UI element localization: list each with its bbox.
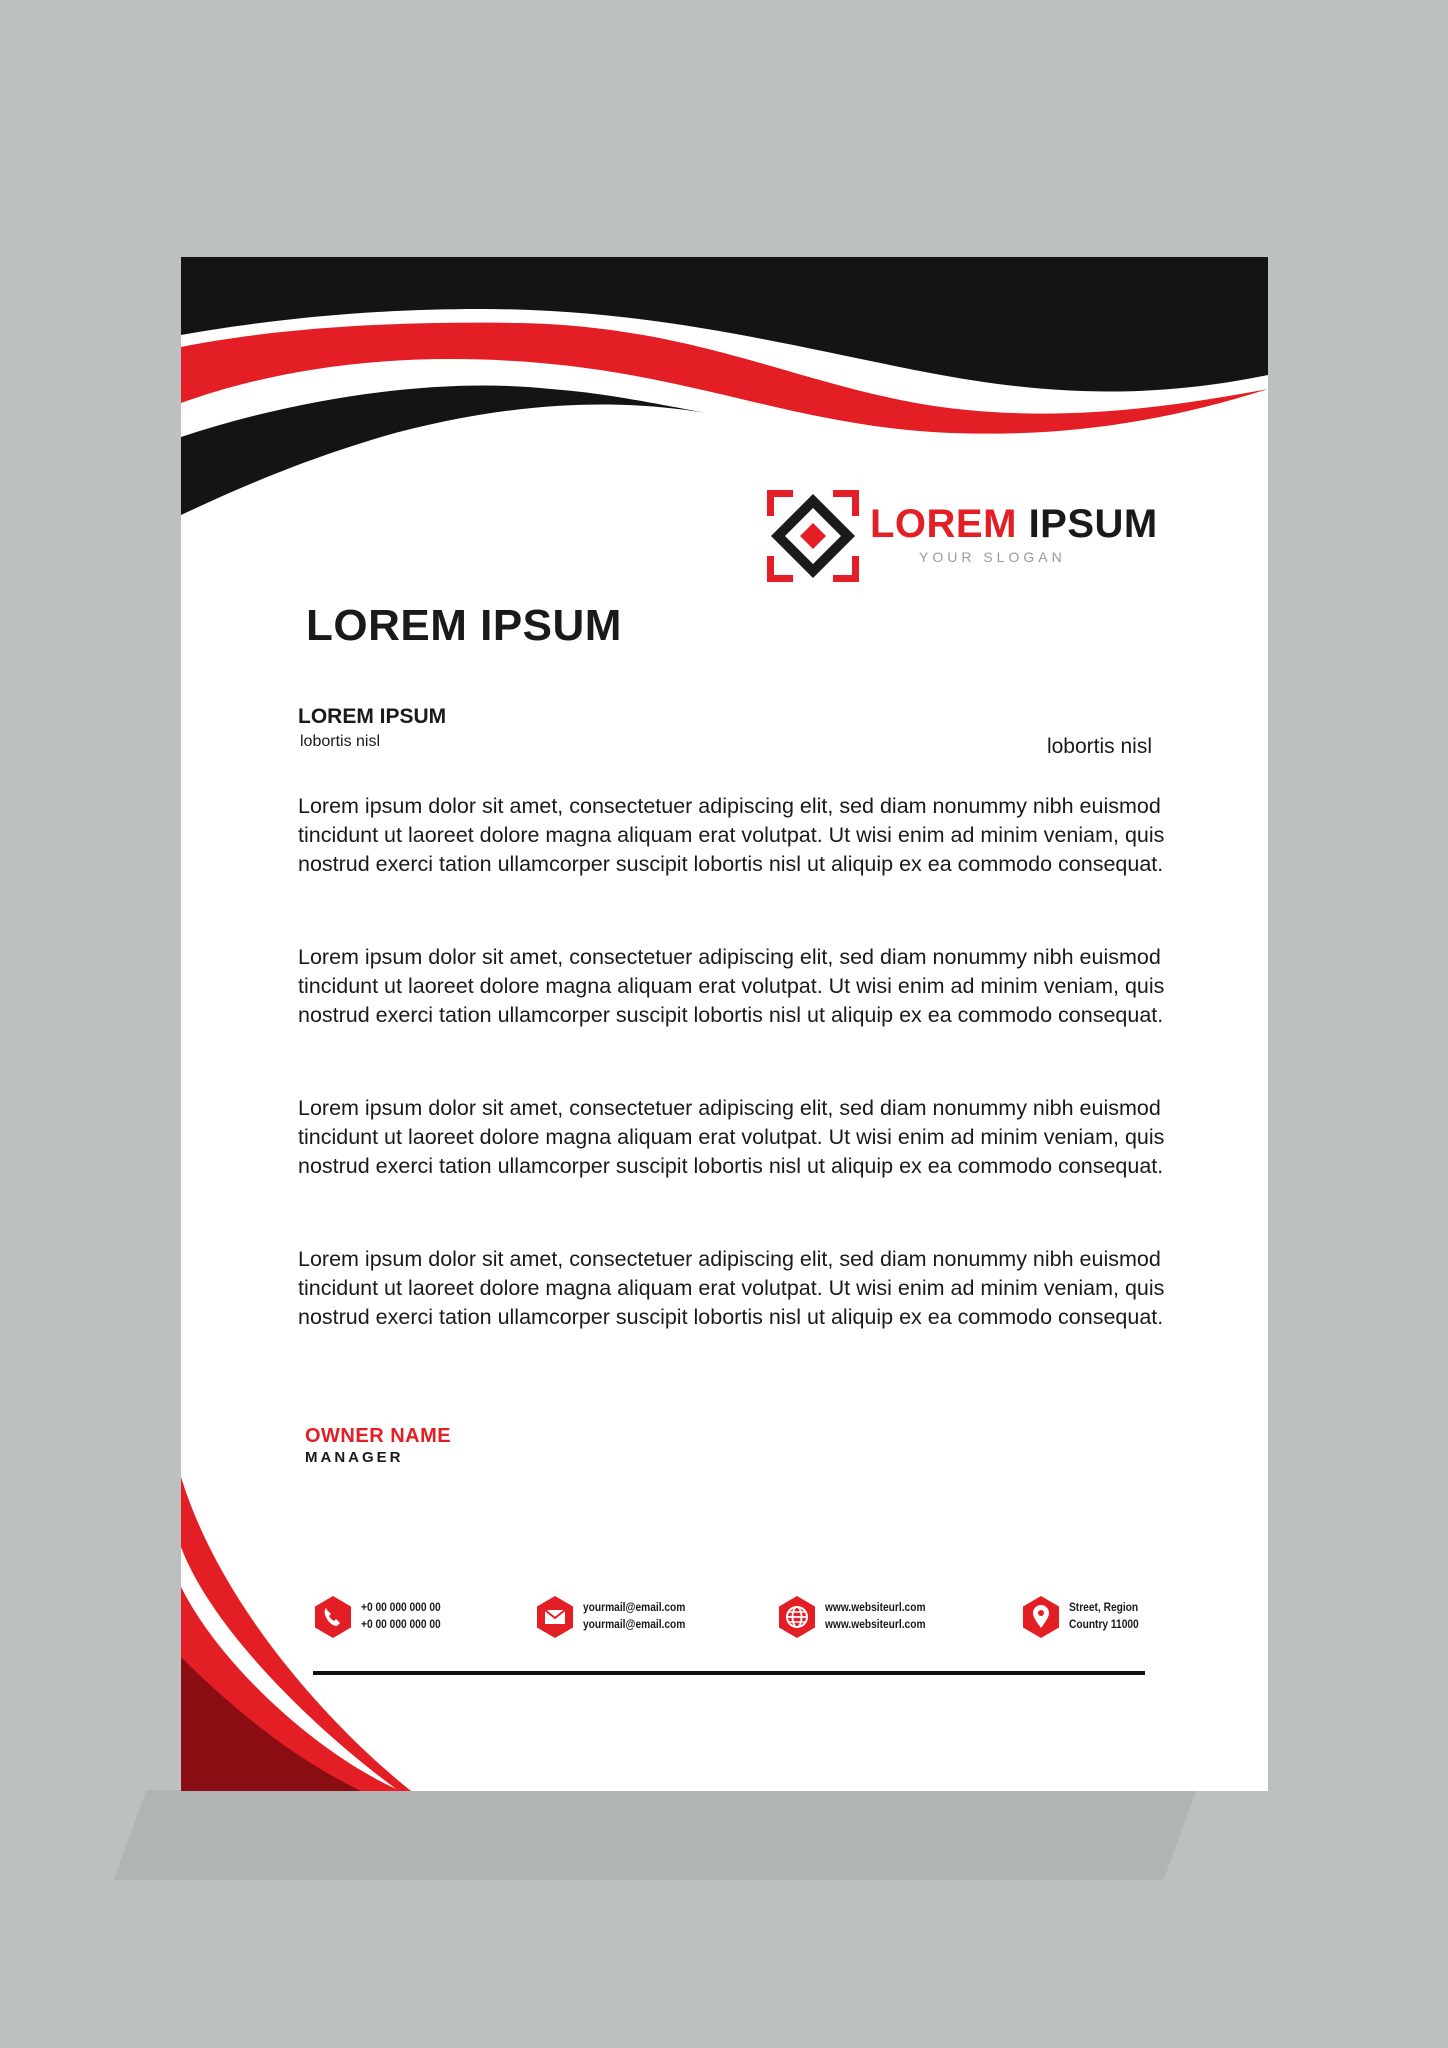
globe-icon: [777, 1595, 817, 1639]
diamond-logo-icon: [763, 486, 863, 586]
recipient-subtitle: lobortis nisl: [300, 733, 381, 750]
contact-line: Country 11000: [1069, 1617, 1139, 1631]
company-logo: [763, 486, 1163, 586]
header-black-swoosh: [181, 386, 706, 515]
brand-slogan: YOUR SLOGAN: [919, 549, 1066, 565]
contact-line: +0 00 000 000 00: [361, 1617, 441, 1631]
signature-title: MANAGER: [305, 1449, 404, 1466]
footer-divider: [313, 1671, 1145, 1675]
date-text: lobortis nisl: [1046, 735, 1152, 758]
document-title: LOREM IPSUM: [306, 601, 622, 650]
body-paragraph: Lorem ipsum dolor sit amet, consectetuer adipiscing elit, sed diam nonummy nibh euismod tincidunt ut laoreet dolore magna aliquam erat volutpat. Ut wisi enim ad minim veniam, quis nostrud exerci tation ullamcorper suscipit lobortis nisl ut aliquip ex ea commodo consequat.: [298, 794, 1165, 876]
contact-line: yourmail@email.com: [583, 1617, 686, 1631]
contact-line: +0 00 000 000 00: [361, 1600, 441, 1614]
contact-line: www.websiteurl.com: [825, 1600, 926, 1614]
contact-line: www.websiteurl.com: [825, 1617, 926, 1631]
signature-name: OWNER NAME: [305, 1425, 452, 1447]
brand-name-part2: IPSUM: [1028, 502, 1158, 546]
letterhead-page: [181, 257, 1268, 1791]
brand-name: [870, 502, 1158, 547]
body-paragraph: Lorem ipsum dolor sit amet, consectetuer adipiscing elit, sed diam nonummy nibh euismod tincidunt ut laoreet dolore magna aliquam erat volutpat. Ut wisi enim ad minim veniam, quis nostrud exerci tation ullamcorper suscipit lobortis nisl ut aliquip ex ea commodo consequat.: [298, 945, 1165, 1027]
recipient-name: LOREM IPSUM: [298, 705, 447, 728]
body-paragraph: Lorem ipsum dolor sit amet, consectetuer adipiscing elit, sed diam nonummy nibh euismod tincidunt ut laoreet dolore magna aliquam erat volutpat. Ut wisi enim ad minim veniam, quis nostrud exerci tation ullamcorper suscipit lobortis nisl ut aliquip ex ea commodo consequat.: [298, 1096, 1165, 1178]
phone-icon: [313, 1595, 353, 1639]
location-pin-icon: [1021, 1595, 1061, 1639]
body-paragraph: Lorem ipsum dolor sit amet, consectetuer adipiscing elit, sed diam nonummy nibh euismod tincidunt ut laoreet dolore magna aliquam erat volutpat. Ut wisi enim ad minim veniam, quis nostrud exerci tation ullamcorper suscipit lobortis nisl ut aliquip ex ea commodo consequat.: [298, 1247, 1165, 1329]
paper-shadow: [114, 1790, 1197, 1880]
brand-name-part1: LOREM: [870, 502, 1017, 546]
contact-line: yourmail@email.com: [583, 1600, 686, 1614]
email-icon: [535, 1595, 575, 1639]
contact-line: Street, Region: [1069, 1600, 1139, 1614]
